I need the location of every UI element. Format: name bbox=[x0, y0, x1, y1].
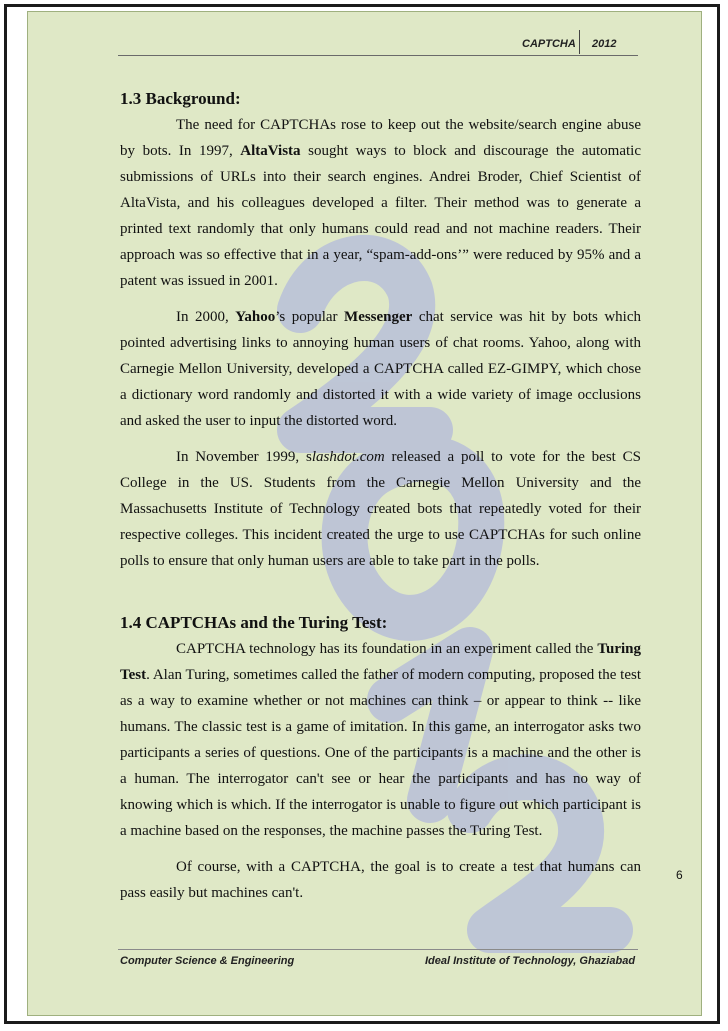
text-run: CAPTCHA technology has its foundation in an experiment called the bbox=[176, 641, 598, 657]
footer-institute: Ideal Institute of Technology, Ghaziabad bbox=[425, 955, 636, 967]
text-run-italic: lashdot.com bbox=[311, 449, 385, 465]
footer-rule bbox=[118, 949, 638, 950]
page-number: 6 bbox=[676, 868, 683, 882]
text-run-bold: Messenger bbox=[344, 309, 413, 325]
footer-department: Computer Science & Engineering bbox=[120, 955, 295, 967]
text-run: ’s popular bbox=[275, 309, 345, 325]
header-rule bbox=[118, 55, 638, 56]
text-run: The need for CAPTCHAs rose to keep out the website/search engine abuse by bots. In 1997, bbox=[120, 117, 641, 159]
text-run: chat service was hit by bots which pointed advertising links to annoying human users of chat rooms. Yahoo, along with Carnegie Mellon University, developed a CAPTCHA called EZ-GIMPY, which chose a dictionary word randomly and distorted it with a wide variety of image occlusions and asked the user to input the distorted word. bbox=[120, 309, 642, 429]
text-run: released a poll to vote for the best CS College in the US. Students from the Carnegie Mellon University and the Massachusetts Institute of Technology created bots that repeatedly voted for their respective colleges. This incident created the urge to use CAPTCHAs for such online polls to ensure that only human users are able to take part in the polls. bbox=[120, 449, 641, 569]
text-run: Of course, with a CAPTCHA, the goal is to create a test that humans can pass easily but machines can't. bbox=[120, 859, 641, 901]
paragraph bbox=[120, 444, 641, 574]
text-run: In 2000, bbox=[176, 309, 236, 325]
header-title: CAPTCHA bbox=[522, 38, 576, 50]
paragraph bbox=[120, 304, 641, 434]
header-year: 2012 bbox=[592, 38, 617, 50]
text-run-bold: AltaVista bbox=[240, 143, 301, 159]
paragraph bbox=[120, 854, 641, 906]
header-separator bbox=[579, 30, 580, 54]
document-body bbox=[120, 86, 641, 906]
text-run: . Alan Turing, sometimes called the father of modern computing, proposed the test as a way to examine whether or not machines can think – or appear to think -- like humans. The classic test is a game of imitation. In this game, an interrogator asks two participants a series of questions. One of the participants is a machine and the other is a human. The interrogator can't see or hear the participants and has no way of knowing which is which. If the interrogator is unable to figure out which participant is a machine based on the responses, the machine passes the Turing Test. bbox=[120, 667, 641, 839]
text-run: In November 1999, s bbox=[176, 449, 312, 465]
text-run-bold: Turing Test bbox=[120, 641, 641, 683]
paragraph bbox=[120, 636, 641, 844]
text-run: sought ways to block and discourage the automatic submissions of URLs into their search engines. Andrei Broder, Chief Scientist of AltaVista, and his colleagues developed a filter. Their method was to generate a printed text randomly that only humans could read and not machine readers. Their approach was so effective that in a year, “spam-add-ons’” were reduced by 95% and a patent was issued in 2001. bbox=[120, 143, 641, 289]
section-heading: 1.3 Background: bbox=[120, 89, 241, 108]
paragraph bbox=[120, 112, 641, 294]
text-run-bold: Yahoo bbox=[235, 309, 276, 325]
section-heading: 1.4 CAPTCHAs and the Turing Test: bbox=[120, 613, 388, 632]
